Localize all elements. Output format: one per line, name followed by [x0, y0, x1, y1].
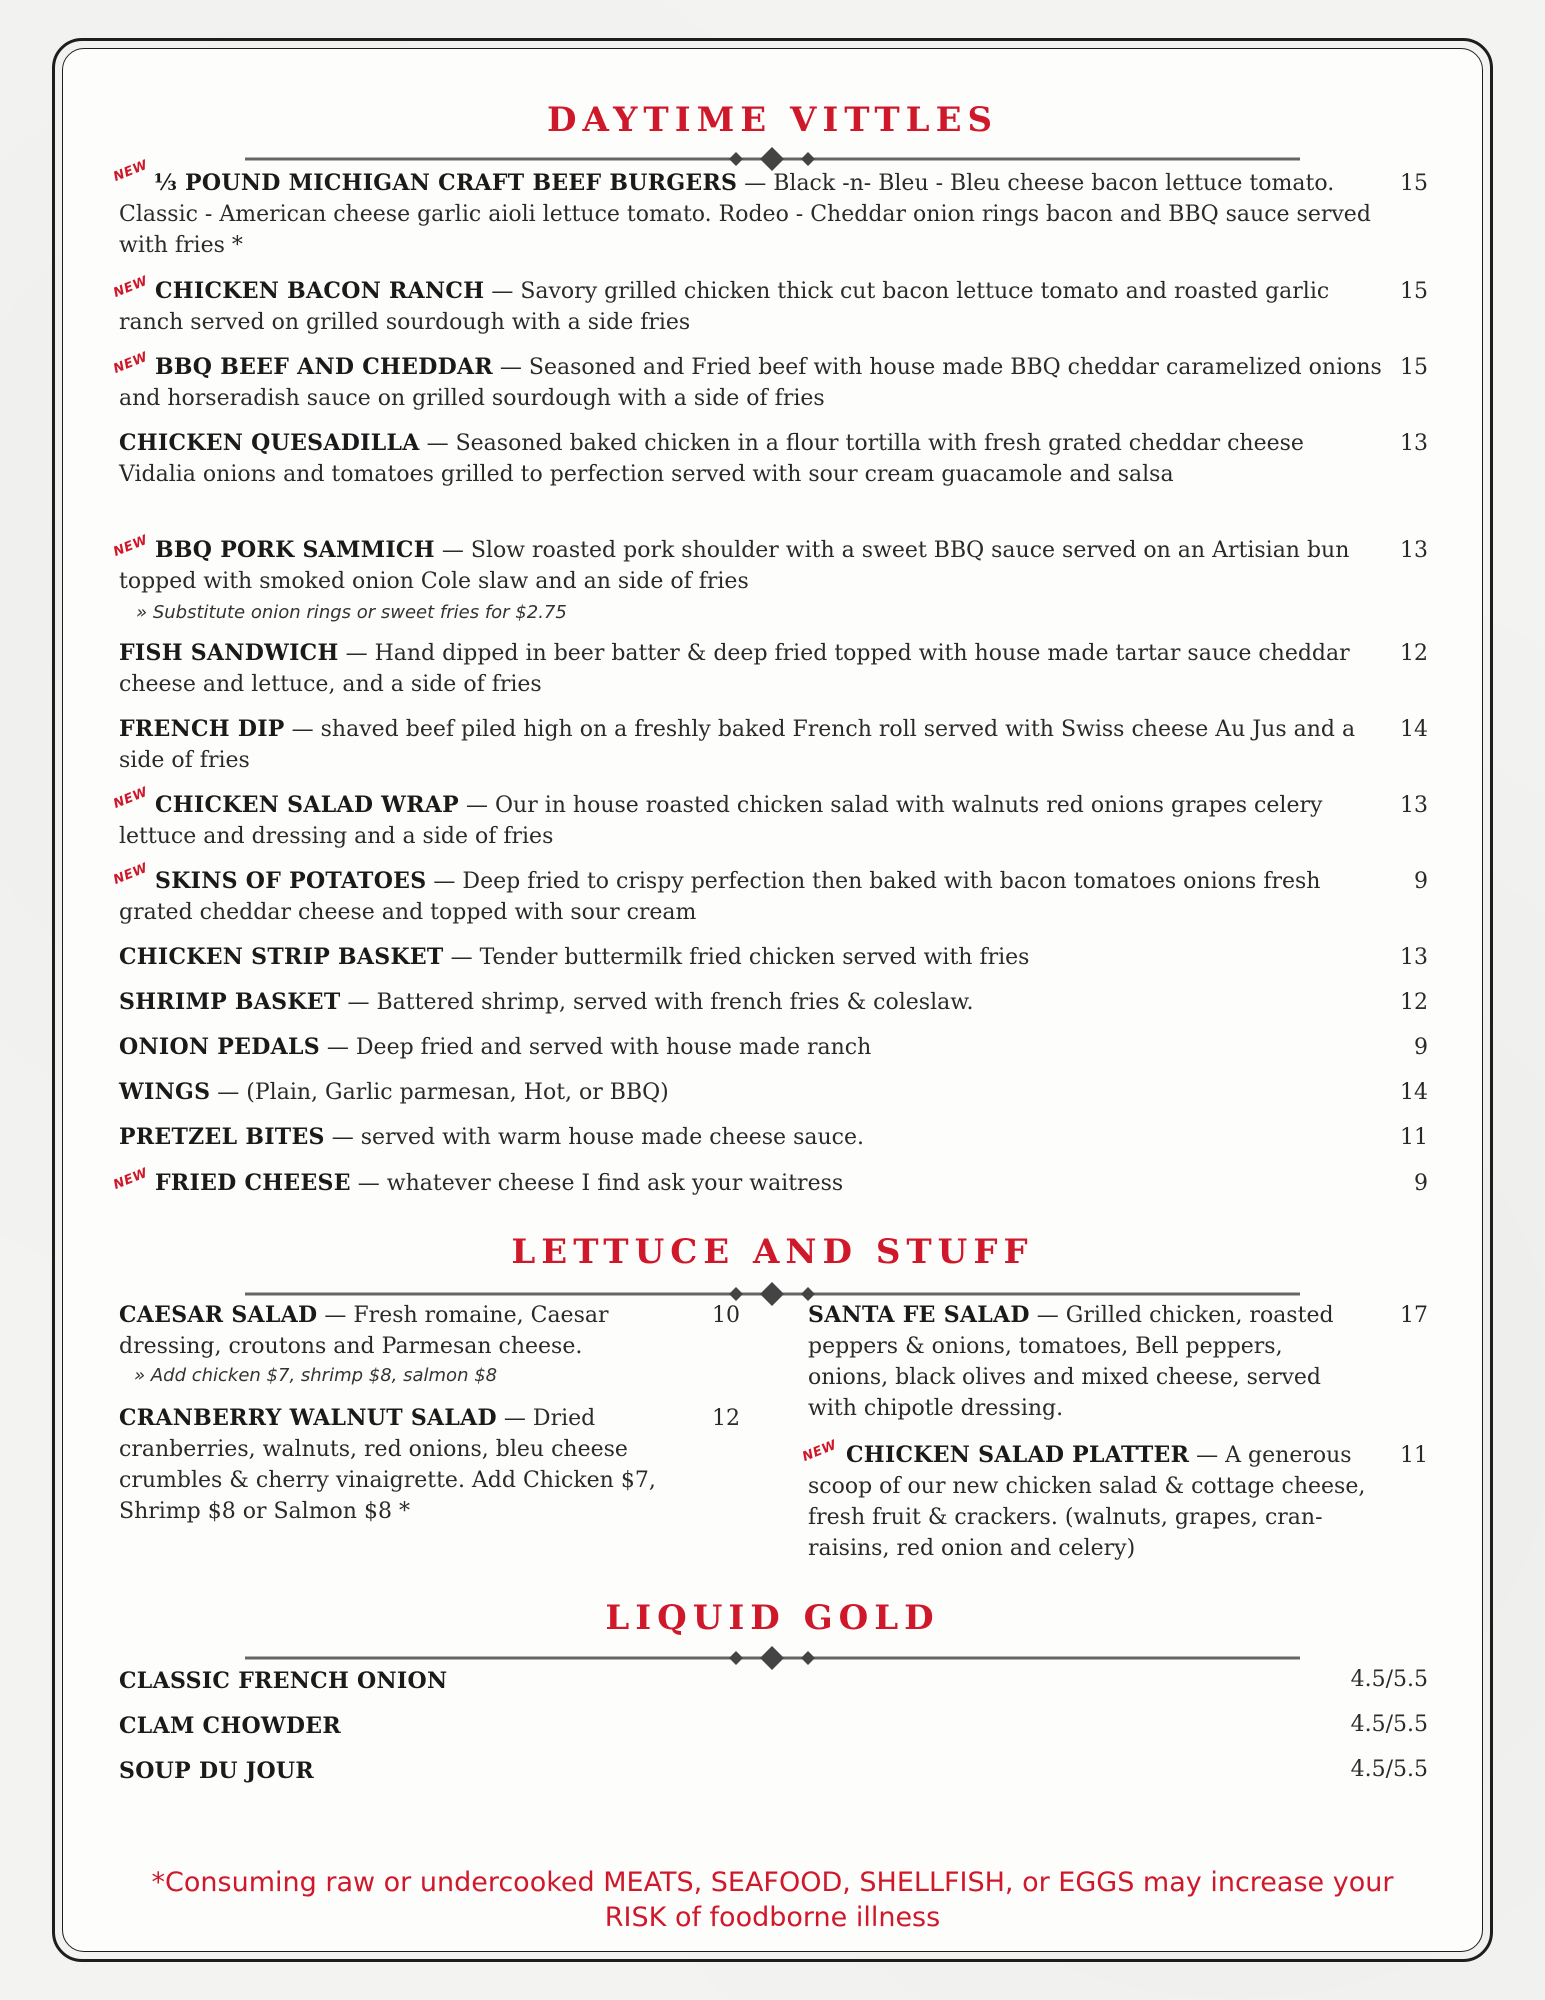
- item-price: 4.5/5.5: [1350, 1667, 1428, 1692]
- item-price: 15: [1400, 171, 1428, 196]
- item-price: 11: [1400, 1125, 1428, 1150]
- item-price: 10: [712, 1303, 740, 1328]
- item-price: 4.5/5.5: [1350, 1712, 1428, 1737]
- disclaimer: [80, 1865, 1465, 1935]
- new-badge: NEW: [111, 349, 151, 377]
- item-price: 17: [1400, 1303, 1428, 1328]
- menu-item: SHRIMP BASKET — Battered shrimp, served with french fries & coleslaw.: [119, 989, 974, 1015]
- salad-item: CHICKEN SALAD PLATTER — A generous scoop of our new chicken salad & cottage cheese, fresh fruit & crackers. (walnuts, grapes, cran-raisins, red onion and celery): [808, 1442, 1366, 1561]
- new-badge: NEW: [800, 1437, 840, 1465]
- menu-item: CHICKEN BACON RANCH — Savory grilled chicken thick cut bacon lettuce tomato and roasted garlic ranch served on grilled sourdough with a side fries: [119, 278, 1330, 335]
- item-price: 13: [1400, 793, 1428, 818]
- item-note: » Add chicken $7, shrimp $8, salmon $8: [134, 1365, 498, 1386]
- menu-item: ⅓ POUND MICHIGAN CRAFT BEEF BURGERS — Black -n- Bleu - Bleu cheese bacon lettuce tomato. Classic - American cheese garlic aioli lettuce tomato. Rodeo - Cheddar onion rings bacon and BBQ sauce served with fries *: [119, 170, 1371, 258]
- menu-item: CHICKEN SALAD WRAP — Our in house roasted chicken salad with walnuts red onions grapes celery lettuce and dressing and a side of fries: [119, 792, 1323, 849]
- section-title-liquid: LIQUID GOLD: [605, 1598, 940, 1638]
- menu-item: CHICKEN QUESADILLA — Seasoned baked chicken in a flour tortilla with fresh grated cheddar cheese Vidalia onions and tomatoes grilled to perfection served with sour cream guacamole and salsa: [119, 430, 1304, 487]
- salad-item: CRANBERRY WALNUT SALAD — Dried cranberries, walnuts, red onions, bleu cheese crumbles & cherry vinaigrette. Add Chicken $7, Shrimp $8 or Salmon $8 *: [119, 1405, 656, 1524]
- item-price: 11: [1400, 1443, 1428, 1468]
- menu-item: FISH SANDWICH — Hand dipped in beer batter & deep fried topped with house made tartar sauce cheddar cheese and lettuce, and a side of fries: [119, 640, 1350, 697]
- item-price: 13: [1400, 945, 1428, 970]
- salad-item: CAESAR SALAD — Fresh romaine, Caesar dressing, croutons and Parmesan cheese.: [119, 1302, 609, 1359]
- item-price: 15: [1400, 279, 1428, 304]
- section-title-lettuce: LETTUCE AND STUFF: [511, 1232, 1034, 1272]
- divider-ornament: [245, 1646, 1300, 1670]
- menu-item: BBQ BEEF AND CHEDDAR — Seasoned and Fried beef with house made BBQ cheddar caramelized onions and horseradish sauce on grilled sourdough with a side of fries: [119, 354, 1382, 411]
- new-badge: NEW: [111, 532, 151, 560]
- soup-name: CLAM CHOWDER: [119, 1713, 341, 1739]
- section-title-daytime: DAYTIME VITTLES: [546, 100, 999, 140]
- disclaimer-line: *Consuming raw or undercooked MEATS, SEAFOOD, SHELLFISH, or EGGS may increase your: [151, 1867, 1394, 1898]
- menu-item: FRIED CHEESE — whatever cheese I find ask your waitress: [155, 1170, 844, 1196]
- menu-item: SKINS OF POTATOES — Deep fried to crispy perfection then baked with bacon tomatoes onions fresh grated cheddar cheese and topped with sour cream: [119, 868, 1321, 925]
- item-price: 15: [1400, 355, 1428, 380]
- new-badge: NEW: [111, 784, 151, 812]
- disclaimer-line: RISK of foodborne illness: [604, 1902, 941, 1933]
- new-badge: NEW: [111, 1165, 151, 1193]
- salad-item: SANTA FE SALAD — Grilled chicken, roasted peppers & onions, tomatoes, Bell peppers, onions, black olives and mixed cheese, served with chipotle dressing.: [808, 1302, 1334, 1421]
- soup-name: CLASSIC FRENCH ONION: [119, 1668, 448, 1694]
- item-price: 14: [1400, 1080, 1428, 1105]
- menu-item: PRETZEL BITES — served with warm house made cheese sauce.: [119, 1124, 864, 1150]
- item-price: 13: [1400, 538, 1428, 563]
- item-price: 12: [1400, 990, 1428, 1015]
- item-price: 9: [1414, 1171, 1428, 1196]
- menu-item: FRENCH DIP — shaved beef piled high on a freshly baked French roll served with Swiss cheese Au Jus and a side of fries: [119, 716, 1356, 773]
- new-badge: NEW: [111, 157, 151, 185]
- item-price: 14: [1400, 717, 1428, 742]
- item-price: 9: [1414, 1035, 1428, 1060]
- menu-item: WINGS — (Plain, Garlic parmesan, Hot, or BBQ): [119, 1079, 669, 1105]
- item-price: 4.5/5.5: [1350, 1757, 1428, 1782]
- new-badge: NEW: [111, 273, 151, 301]
- menu-item: CHICKEN STRIP BASKET — Tender buttermilk fried chicken served with fries: [119, 944, 1030, 970]
- menu-item: BBQ PORK SAMMICH — Slow roasted pork shoulder with a sweet BBQ sauce served on an Artisian bun topped with smoked onion Cole slaw and an side of fries: [119, 537, 1350, 594]
- item-price: 9: [1414, 869, 1428, 894]
- item-price: 12: [712, 1406, 740, 1431]
- menu-item: ONION PEDALS — Deep fried and served with house made ranch: [119, 1034, 872, 1060]
- item-price: 13: [1400, 431, 1428, 456]
- item-price: 12: [1400, 641, 1428, 666]
- item-note: » Substitute onion rings or sweet fries for $2.75: [136, 602, 567, 623]
- soup-name: SOUP DU JOUR: [119, 1758, 315, 1784]
- new-badge: NEW: [111, 860, 151, 888]
